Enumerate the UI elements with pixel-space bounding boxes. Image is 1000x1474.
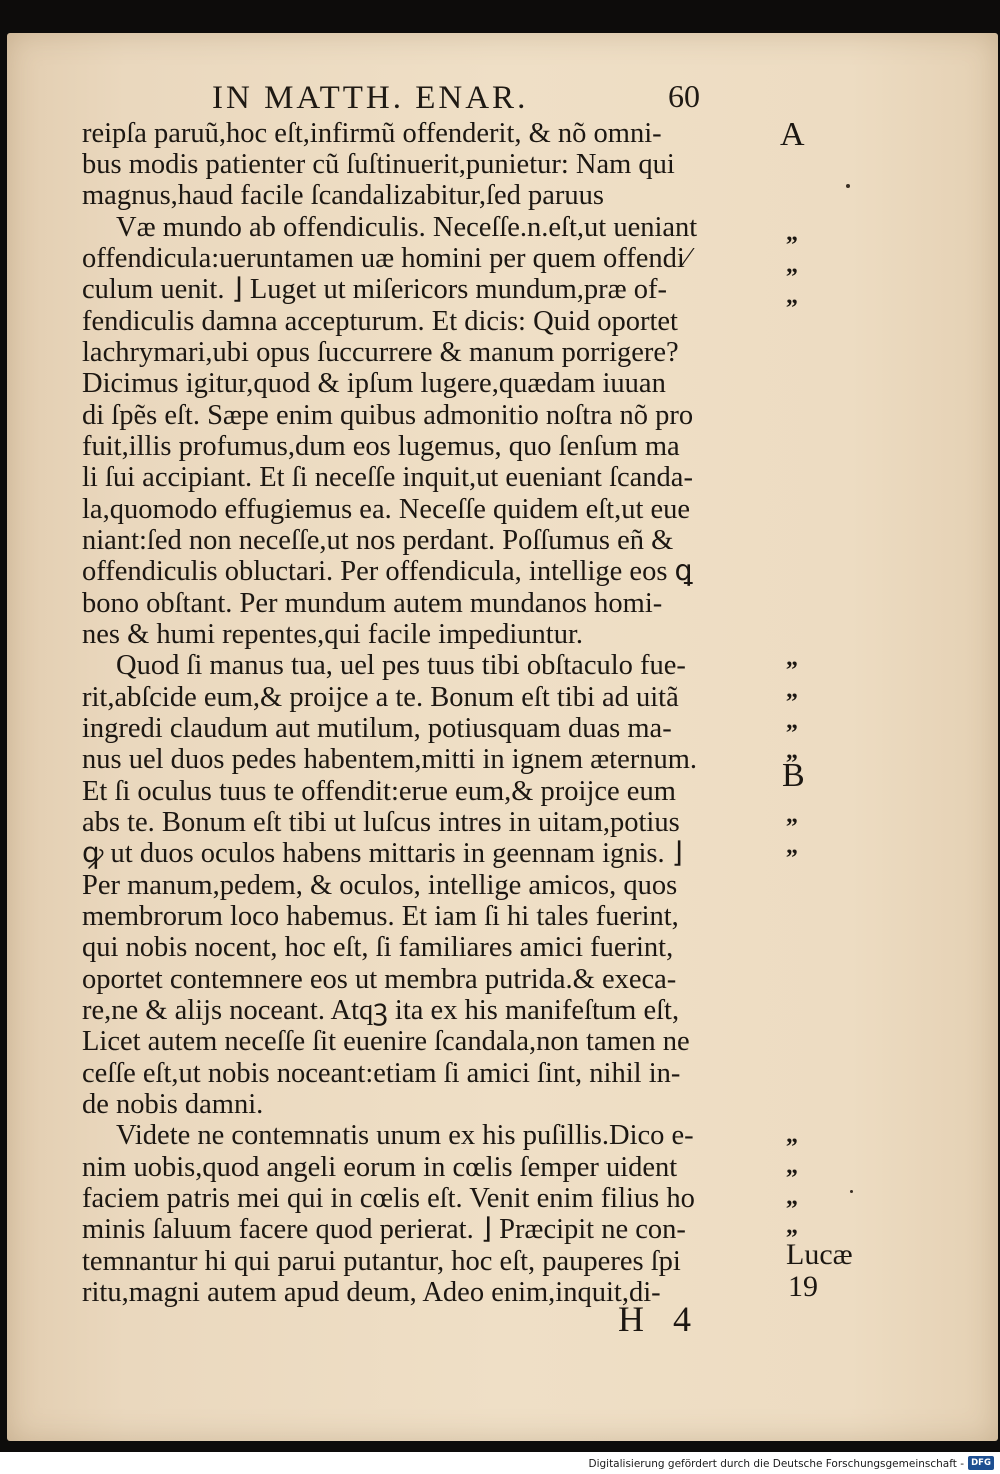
text-line: fuit,illis profumus,dum eos lugemus, quo ſenſum ma bbox=[82, 431, 680, 462]
margin-quote-mark: „ bbox=[786, 677, 798, 703]
text-line: nus uel duos pedes habentem,mitti in ignem æternum. bbox=[82, 744, 698, 775]
paragraph-start-line: Quod ſi manus tua, uel pes tuus tibi obſtaculo fue- bbox=[116, 650, 686, 681]
text-line: ꝙ ut duos oculos habens mittaris in geennam ignis. ⌋ bbox=[82, 838, 683, 869]
margin-quote-mark: „ bbox=[786, 220, 798, 246]
page-number: 60 bbox=[668, 78, 700, 114]
margin-quote-mark: „ bbox=[786, 645, 798, 671]
margin-quote-mark: „ bbox=[786, 252, 798, 278]
text-line: reipſa paruũ,hoc eſt,infirmũ offenderit, & nõ omni- bbox=[82, 118, 662, 149]
text-line: lachrymari,ubi opus ſuccurrere & manum porrigere? bbox=[82, 337, 679, 368]
text-line: ritu,magni autem apud deum, Adeo enim,inquit,di- bbox=[82, 1277, 661, 1308]
text-line: oportet contemnere eos ut membra putrida.& execa- bbox=[82, 964, 677, 995]
text-line: li ſui accipiant. Et ſi neceſſe inquit,ut eueniant ſcanda- bbox=[82, 462, 693, 493]
paper-speck bbox=[850, 1190, 853, 1193]
margin-section-letter-a: A bbox=[780, 116, 805, 153]
text-line: bono obſtant. Per mundum autem mundanos homi- bbox=[82, 588, 663, 619]
text-line: Et ſi oculus tuus te offendit:erue eum,& proijce eum bbox=[82, 776, 676, 807]
text-line: culum uenit. ⌋ Luget ut miſericors mundum,præ of- bbox=[82, 274, 667, 305]
text-line: de nobis damni. bbox=[82, 1089, 264, 1120]
margin-section-letter-b: B bbox=[782, 757, 805, 794]
signature-mark: H 4 bbox=[618, 1299, 701, 1339]
text-line: ingredi claudum aut mutilum, potiusquam duas ma- bbox=[82, 713, 672, 744]
margin-quote-mark: „ bbox=[786, 708, 798, 734]
text-line: nes & humi repentes,qui facile impediuntur. bbox=[82, 619, 584, 650]
paragraph-start-line: Væ mundo ab offendiculis. Neceſſe.n.eſt,ut ueniant bbox=[116, 212, 698, 243]
text-line: niant:ſed non neceſſe,ut nos perdant. Poſſumus eñ & bbox=[82, 525, 674, 556]
margin-quote-mark: „ bbox=[786, 1213, 798, 1239]
paragraph-start-line: Videte ne contemnatis unum ex his puſillis.Dico e- bbox=[116, 1120, 694, 1151]
margin-quote-mark: „ bbox=[786, 833, 798, 859]
text-line: Per manum,pedem, & oculos, intellige amicos, quos bbox=[82, 870, 678, 901]
dfg-logo[interactable]: DFG bbox=[968, 1456, 994, 1470]
text-line: temnantur hi qui parui putantur, hoc eſt, pauperes ſpi bbox=[82, 1246, 681, 1277]
text-line: offendicula:ueruntamen uæ homini per quem offendi⁄ bbox=[82, 243, 690, 274]
text-line: re,ne & alijs noceant. Atqꝫ ita ex his manifeſtum eſt, bbox=[82, 995, 680, 1026]
margin-quote-mark: „ bbox=[786, 1122, 798, 1148]
text-line: abs te. Bonum eſt tibi ut luſcus intres in uitam,potius bbox=[82, 807, 680, 838]
margin-quote-mark: „ bbox=[786, 802, 798, 828]
text-line: rit,abſcide eum,& proijce a te. Bonum eſt tibi ad uitã bbox=[82, 682, 679, 713]
margin-quote-mark: „ bbox=[786, 1153, 798, 1179]
text-line: bus modis patienter cũ ſuſtinuerit,punietur: Nam qui bbox=[82, 149, 675, 180]
text-line: membrorum loco habemus. Et iam ſi hi tales fuerint, bbox=[82, 901, 679, 932]
text-line: Dicimus igitur,quod & ipſum lugere,quædam iuuan bbox=[82, 368, 666, 399]
text-line: nim uobis,quod angeli eorum in cœlis ſemper uident bbox=[82, 1152, 678, 1183]
text-line: la,quomodo effugiemus ea. Neceſſe quidem eſt,ut eue bbox=[82, 494, 691, 525]
paper-speck bbox=[846, 184, 850, 188]
running-head: IN MATTH. ENAR. bbox=[212, 80, 529, 116]
margin-quote-mark: „ bbox=[786, 1184, 798, 1210]
margin-note-lucae: Lucæ bbox=[786, 1238, 853, 1271]
margin-note-chapter: 19 bbox=[788, 1270, 818, 1303]
text-line: qui nobis nocent, hoc eſt, ſi familiares amici fuerint, bbox=[82, 932, 674, 963]
text-line: offendiculis obluctari. Per offendicula, intellige eos ꝗ bbox=[82, 556, 693, 587]
text-line: di ſpẽs eſt. Sæpe enim quibus admonitio noſtra nõ pro bbox=[82, 400, 694, 431]
text-line: fendiculis damna accepturum. Et dicis: Quid oportet bbox=[82, 306, 678, 337]
text-line: Licet autem neceſſe ſit euenire ſcandala,non tamen ne bbox=[82, 1026, 690, 1057]
funding-note: Digitalisierung gefördert durch die Deutsche Forschungsgemeinschaft - bbox=[588, 1458, 964, 1470]
margin-quote-mark: „ bbox=[786, 283, 798, 309]
margin-quote-mark: „ bbox=[786, 738, 798, 764]
text-line: ceſſe eſt,ut nobis noceant:etiam ſi amici ſint, nihil in- bbox=[82, 1058, 681, 1089]
text-line: minis ſaluum facere quod perierat. ⌋ Præcipit ne con- bbox=[82, 1214, 686, 1245]
text-line: magnus,haud facile ſcandalizabitur,ſed paruus bbox=[82, 180, 604, 211]
text-line: faciem patris mei qui in cœlis eſt. Venit enim filius ho bbox=[82, 1183, 695, 1214]
